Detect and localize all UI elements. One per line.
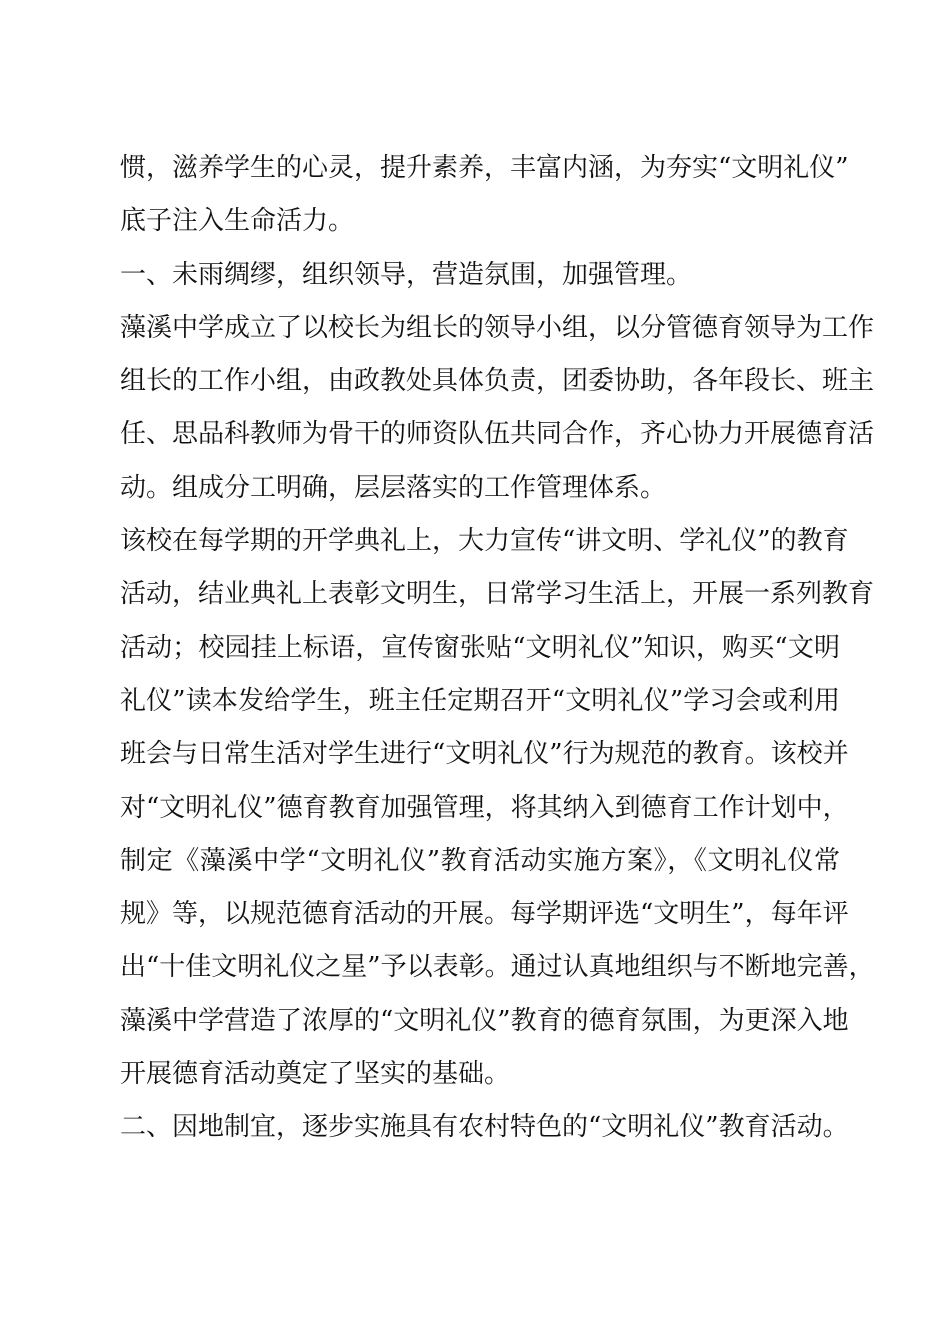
text-line: 班会与日常生活对学生进行“文明礼仪”行为规范的教育。该校并	[120, 739, 849, 770]
text-line: 惯，滋养学生的心灵，提升素养，丰富内涵，为夯实“文明礼仪”	[120, 153, 849, 183]
text-line: 对“文明礼仪”德育教育加强管理，将其纳入到德育工作计划中，	[120, 792, 849, 823]
text-line: 组长的工作小组，由政教处具体负责，团委协助，各年段长、班主	[120, 366, 875, 397]
text-line: 活动；校园挂上标语，宣传窗张贴“文明礼仪”知识，购买“文明	[120, 632, 840, 663]
text-line: 藻溪中学营造了浓厚的“文明礼仪”教育的德育氛围，为更深入地	[120, 1005, 849, 1036]
text-line: 规》等，以规范德育活动的开展。每学期评选“文明生”，每年评	[120, 899, 849, 930]
text-line: 开展德育活动奠定了坚实的基础。	[120, 1059, 511, 1090]
text-line: 二、因地制宜，逐步实施具有农村特色的“文明礼仪”教育活动。	[120, 1112, 849, 1143]
text-line: 一、未雨绸缪，组织领导，营造氛围，加强管理。	[120, 259, 693, 290]
text-line: 动。组成分工明确，层层落实的工作管理体系。	[120, 472, 667, 503]
text-line: 任、思品科教师为骨干的师资队伍共同合作，齐心协力开展德育活	[120, 419, 875, 450]
text-line: 出“十佳文明礼仪之星”予以表彰。通过认真地组织与不断地完善，	[120, 952, 875, 983]
body-text	[120, 148, 875, 1161]
text-line: 活动，结业典礼上表彰文明生，日常学习生活上，开展一系列教育	[120, 579, 875, 610]
text-line: 该校在每学期的开学典礼上，大力宣传“讲文明、学礼仪”的教育	[120, 526, 849, 557]
text-line: 底子注入生命活力。	[120, 206, 355, 237]
text-line: 礼仪”读本发给学生，班主任定期召开“文明礼仪”学习会或利用	[120, 685, 840, 716]
text-line: 制定《藻溪中学“文明礼仪”教育活动实施方案》，《文明礼仪常	[120, 845, 840, 876]
text-line: 藻溪中学成立了以校长为组长的领导小组，以分管德育领导为工作	[120, 312, 875, 343]
